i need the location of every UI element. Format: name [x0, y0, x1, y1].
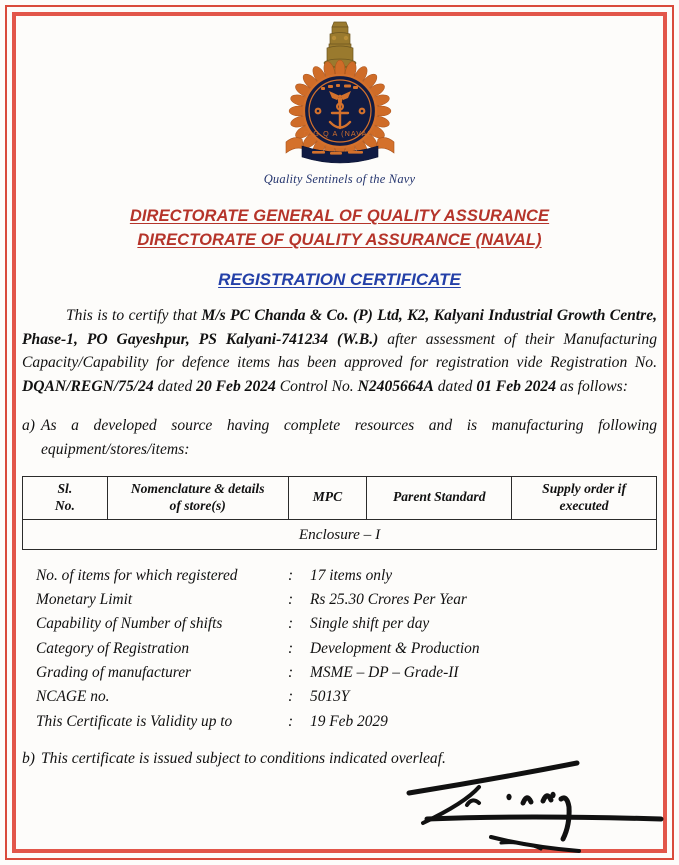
table-body — [23, 519, 657, 549]
table-header-row — [23, 476, 657, 519]
control-date: 01 Feb 2024 — [476, 377, 557, 395]
detail-value-ncage: 5013Y — [310, 688, 350, 706]
clause-b — [22, 747, 657, 771]
department-heading-line-2: DIRECTORATE OF QUALITY ASSURANCE (NAVAL) — [137, 230, 542, 249]
detail-colon-ncage: : — [288, 688, 294, 706]
detail-value-grading: MSME – DP – Grade-II — [310, 663, 459, 681]
table-col-sl-no-line2: No. — [54, 497, 75, 513]
detail-row-ncage — [36, 685, 657, 709]
table-col-nomenclature — [107, 476, 288, 519]
clause-b-text: This certificate is issued subject to conditions indicated overleaf. — [41, 749, 446, 767]
detail-value-shifts: Single shift per day — [310, 615, 430, 633]
clause-a — [22, 414, 657, 461]
svg-text:D G Q A (NAVAL): D G Q A (NAVAL) — [303, 129, 376, 138]
table-row — [23, 519, 657, 549]
table-col-supply-order — [512, 476, 657, 519]
detail-value-category: Development & Production — [310, 639, 480, 657]
table-col-mpc — [288, 476, 367, 519]
detail-row-category — [36, 637, 657, 661]
certify-tail: as follows: — [556, 377, 628, 395]
detail-label-items-registered: No. of items for which registered — [36, 566, 238, 584]
department-heading-line-1: DIRECTORATE GENERAL OF QUALITY ASSURANCE — [129, 207, 550, 225]
detail-label-validity: This Certificate is Validity up to — [36, 712, 233, 730]
detail-label-grading: Grading of manufacturer — [36, 663, 192, 681]
department-heading — [22, 205, 657, 253]
emblem-tagline: Quality Sentinels of the Navy — [263, 172, 416, 186]
detail-label-category: Category of Registration — [36, 639, 190, 657]
table-col-sl-no-line1: Sl. — [57, 480, 73, 496]
detail-label-shifts: Capability of Number of shifts — [36, 615, 223, 633]
detail-colon-grading: : — [288, 663, 294, 681]
table-col-nomenclature-line1: Nomenclature & details — [130, 480, 265, 496]
registration-number: DQAN/REGN/75/24 — [22, 377, 154, 395]
dated-label-2: dated — [433, 377, 477, 395]
certificate-content — [22, 16, 657, 853]
detail-row-shifts — [36, 612, 657, 636]
table-col-sl-no — [23, 476, 108, 519]
registration-table — [22, 476, 657, 550]
detail-colon-category: : — [288, 639, 294, 657]
detail-row-monetary-limit — [36, 588, 657, 612]
handwritten-signature-icon — [405, 757, 665, 853]
certify-lead: This is to certify that — [66, 306, 202, 324]
table-col-nomenclature-line2: of store(s) — [169, 497, 226, 513]
detail-value-validity: 19 Feb 2029 — [310, 712, 388, 730]
registration-date: 20 Feb 2024 — [196, 377, 276, 395]
control-number: N2405664A — [357, 377, 434, 395]
certify-paragraph — [22, 304, 657, 399]
detail-value-monetary-limit: Rs 25.30 Crores Per Year — [310, 590, 467, 608]
table-cell-enclosure: Enclosure – I — [23, 519, 657, 549]
page-title: REGISTRATION CERTIFICATE — [218, 269, 461, 289]
table-col-supply-order-line2: executed — [559, 497, 609, 513]
registration-details-list — [36, 564, 657, 734]
table-col-supply-order-line1: Supply order if — [542, 480, 626, 496]
table-col-parent-standard-line1: Parent Standard — [392, 489, 486, 505]
detail-colon-validity: : — [288, 712, 294, 730]
table-col-parent-standard — [367, 476, 512, 519]
clause-b-marker: b) — [22, 749, 35, 767]
detail-row-grading — [36, 661, 657, 685]
dated-label-1: dated — [153, 377, 197, 395]
clause-a-marker: a) — [22, 417, 35, 435]
table-head — [23, 476, 657, 519]
detail-label-ncage: NCAGE no. — [36, 688, 110, 706]
signature-area — [405, 757, 665, 853]
clause-a-text: As a developed source having complete resources and is manufacturing following equipment/stores/items: — [41, 417, 657, 458]
detail-row-validity — [36, 710, 657, 734]
dgqa-naval-crest-icon — [274, 18, 406, 170]
detail-row-items-registered — [36, 564, 657, 588]
detail-colon-monetary-limit: : — [288, 590, 294, 608]
table-col-mpc-line1: MPC — [312, 489, 343, 505]
detail-value-items-registered: 17 items only — [310, 566, 393, 584]
detail-colon-items-registered: : — [288, 566, 294, 584]
control-label: Control No. — [275, 377, 358, 395]
detail-colon-shifts: : — [288, 615, 294, 633]
firm-name: M/s PC Chanda & Co. (P) Ltd, K2, Kalyani Industrial Growth Centre, Phase-1, PO Gayeshpur, PS Kalyani-741234 (W.B.) — [22, 306, 658, 348]
detail-label-monetary-limit: Monetary Limit — [36, 590, 133, 608]
certify-mid: after assessment of their Manufacturing Capacity/Capability for defence items has been approved for registration vide Registration No. — [22, 330, 657, 372]
emblem-block — [22, 16, 657, 187]
